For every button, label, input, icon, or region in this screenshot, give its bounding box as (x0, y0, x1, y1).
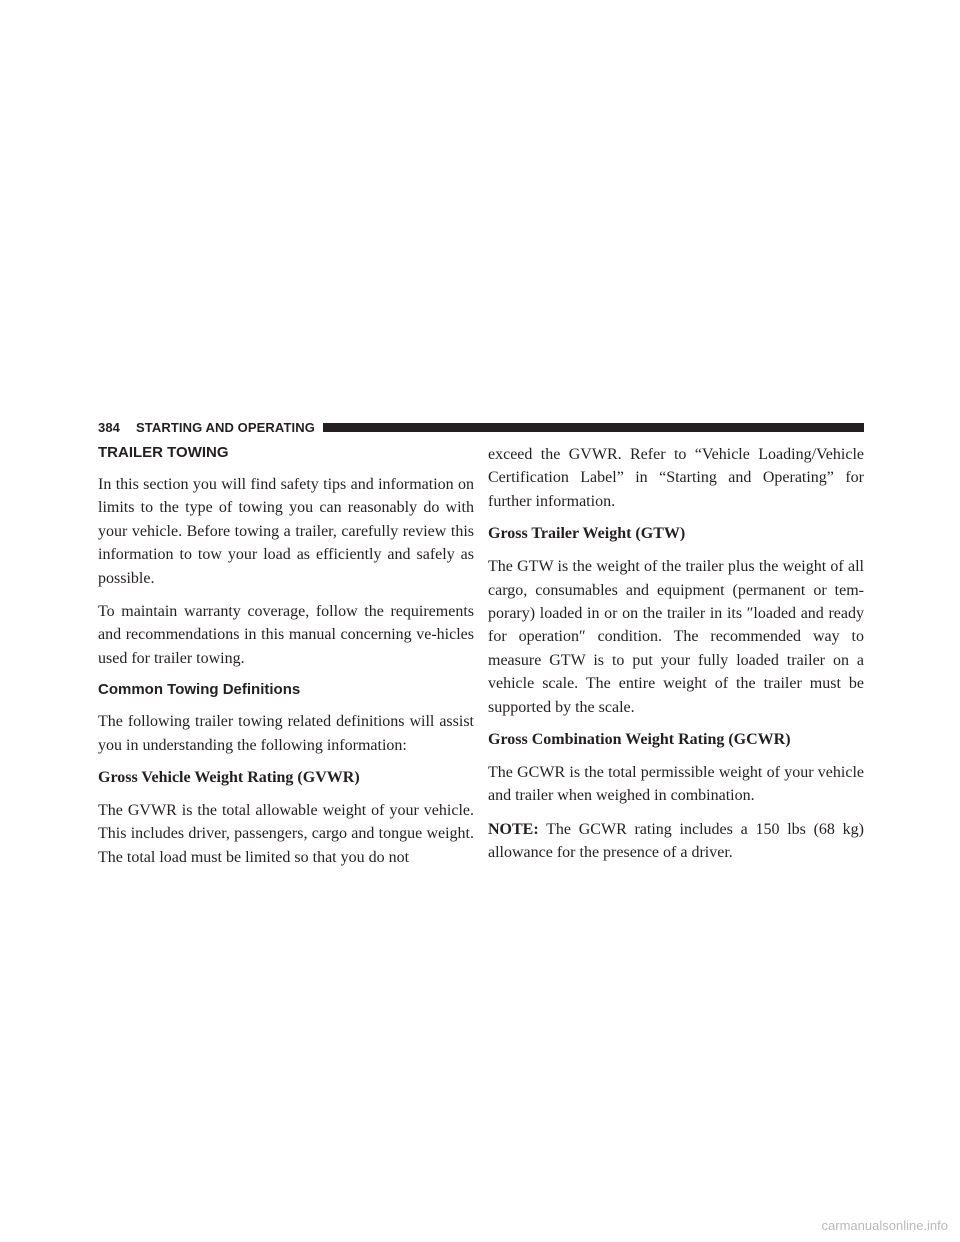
gvwr-paragraph-continued: exceed the GVWR. Refer to “Vehicle Loading/Vehicle Certification Label” in “Starting and Operating” for further information. (488, 446, 864, 510)
gcwr-heading: Gross Combination Weight Rating (GCWR) (488, 731, 791, 749)
note-label: NOTE: (488, 820, 539, 838)
note-paragraph (488, 818, 864, 865)
note-text: The GCWR rating includes a 150 lbs (68 kg) allowance for the presence of a driver. (488, 820, 864, 862)
right-column (488, 443, 864, 875)
definitions-intro: The following trailer towing related definitions will assist you in understanding the following information: (98, 713, 474, 754)
gcwr-paragraph: The GCWR is the total permissible weight of your vehicle and trailer when weighed in combination. (488, 764, 864, 805)
left-column (98, 443, 474, 879)
section-heading: TRAILER TOWING (98, 444, 229, 461)
intro-paragraph: In this section you will find safety tips and information on limits to the type of towing you can reasonably do with your vehicle. Before towing a trailer, carefully review this information to tow your load as efficiently and safely as possible. (98, 476, 474, 587)
gvwr-heading: Gross Vehicle Weight Rating (GVWR) (98, 769, 360, 787)
gvwr-paragraph: The GVWR is the total allowable weight of your vehicle. This includes driver, passengers, cargo and tongue weight. The total load must be limited so that you do not (98, 802, 474, 866)
warranty-paragraph: To maintain warranty coverage, follow the requirements and recommendations in this manual concerning ve-hicles used for trailer towing. (98, 603, 474, 667)
gtw-paragraph: The GTW is the weight of the trailer plus the weight of all cargo, consumables and equipment (permanent or tem-porary) loaded in or on the trailer in its ″loaded and ready for operation″ condition. The recommended way to measure GTW is to put your fully loaded trailer on a vehicle scale. The entire weight of the trailer must be supported by the scale. (488, 558, 864, 716)
gtw-heading: Gross Trailer Weight (GTW) (488, 525, 686, 543)
watermark: carmanualsonline.info (821, 1218, 948, 1233)
header-rule (323, 423, 864, 432)
page-number: 384 (98, 419, 120, 435)
page-header (98, 419, 864, 435)
section-title: STARTING AND OPERATING (136, 419, 315, 435)
definitions-heading: Common Towing Definitions (98, 681, 301, 699)
